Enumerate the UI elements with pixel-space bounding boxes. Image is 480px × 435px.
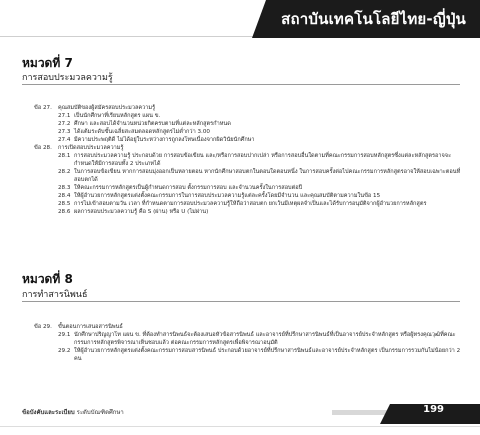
item-text: ให้ผู้อำนวยการหลักสูตรแต่งตั้งคณะกรรมการสอบสารนิพนธ์ ประกอบด้วยอาจารย์ที่ปรึกษาสารนิพนธ์และอาจารย์ประจำหลักสูตร เป็นกรรมการรวมกันไม่น้อยกว่า 2 คน [74,348,461,362]
bottom-rule [0,426,480,427]
item-text: การไม่เข้าสอบตามวัน เวลา ที่กำหนดตามการสอบประมวลความรู้ให้ถือว่าสอบตก ยกเว้นมีเหตุผลจำเป็นและได้รับการอนุมัติจากผู้อำนวยการหลักสูตร [74,201,427,207]
item-text: ศึกษา และสอบได้จำนวนหน่วยกิตครบตามที่แต่ละหลักสูตรกำหนด [74,121,231,127]
item-text: ได้แต้มระดับขั้นเฉลี่ยสะสมตลอดหลักสูตรไม่ต่ำกว่า 3.00 [74,129,210,135]
page-number: 199 [423,404,444,415]
item-text: มีความประพฤติดี ไม่ได้อยู่ในระหว่างการถูกลงโทษเนื่องจากผิดวินัยนักศึกษา [74,137,255,143]
clause-27 [34,104,468,144]
clause-29 [34,323,468,363]
clause-text: คุณสมบัติของผู้สมัครสอบประมวลความรู้ [58,105,156,111]
page-number-band [332,404,480,418]
clause-text: ขั้นตอนการเสนอสารนิพนธ์ [58,324,123,330]
footer-note [22,407,124,417]
item-text: ผลการสอบประมวลความรู้ คือ S (ผ่าน) หรือ U (ไม่ผ่าน) [74,209,209,215]
item-number: 28.4 [58,193,71,199]
chapter-7-title: หมวดที่ 7 [22,56,73,70]
item-number: 28.3 [58,185,71,191]
header-rule [0,36,260,37]
chapter-7-subtitle: การสอบประมวลความรู้ [22,73,113,83]
institute-title: สถาบันเทคโนโลยีไทย-ญี่ปุ่น [281,10,466,28]
item-number: 28.1 [58,153,71,159]
item-text: ให้ผู้อำนวยการหลักสูตรแต่งตั้งคณะกรรมการในการสอบประมวลความรู้แต่ละครั้งโดยมีจำนวน และคุณสมบัติตามความในข้อ 15 [74,193,381,199]
footer-label: ข้อบังคับและระเบียบ [22,409,75,416]
clause-number: ข้อ 27. [34,105,52,111]
item-number: 29.2 [58,348,71,354]
item-number: 28.2 [58,169,71,175]
item-number: 28.5 [58,201,71,207]
footer-sublabel: ระดับบัณฑิตศึกษา [76,409,124,416]
item-number: 27.3 [58,129,71,135]
item-number: 27.4 [58,137,71,143]
item-text: นักศึกษาปริญญาโท แผน ข. ที่ต้องทำสารนิพนธ์จะต้องเสนอหัวข้อสารนิพนธ์ และอาจารย์ที่ปรึกษาสารนิพนธ์ที่เป็นอาจารย์ประจำหลักสูตร หรือผู้ทรงคุณวุฒิที่คณะกรรมการหลักสูตรพิจารณาเห็นชอบแล้ว ต่อคณะกรรมการหลักสูตรเพื่อพิจารณาอนุมัติ [74,332,456,346]
item-text: ให้คณะกรรมการหลักสูตรเป็นผู้กำหนดการสอบ ตั้งกรรมการสอบ และจำนวนครั้งในการสอบต่อปี [74,185,303,191]
item-number: 29.1 [58,332,71,338]
chapter-8-subtitle: การทำสารนิพนธ์ [22,290,88,300]
chapter-8-title: หมวดที่ 8 [22,272,73,286]
item-number: 28.6 [58,209,71,215]
clause-28 [34,144,468,216]
item-number: 27.1 [58,113,71,119]
clause-number: ข้อ 29. [34,324,52,330]
clause-number: ข้อ 28. [34,145,52,151]
item-number: 27.2 [58,121,71,127]
item-text: การสอบประมวลความรู้ ประกอบด้วย การสอบข้อเขียน และ/หรือการสอบปากเปล่า หรือการสอบอื่นใดตามที่คณะกรรมการสอบหลักสูตรซึ่งแต่ละหลักสูตรอาจจะกำหนดให้มีการสอบทั้ง 2 ประเภทได้ [74,153,452,167]
header-band [0,0,480,38]
item-text: เป็นนักศึกษาที่เรียนหลักสูตร แผน ข. [74,113,161,119]
clause-text: การเปิดสอบประมวลความรู้ [58,145,124,151]
item-text: ในการสอบข้อเขียน หากการสอบมุ่งออกเป็นหลายตอน หากนักศึกษาสอบตกในตอนใดตอนหนึ่ง ในการสอบครั้งต่อไปคณะกรรมการหลักสูตรอาจให้สอบเฉพาะตอนที่สอบตกได้ [74,169,461,183]
chapter-7-rule [22,84,460,85]
chapter-8-rule [22,301,460,302]
